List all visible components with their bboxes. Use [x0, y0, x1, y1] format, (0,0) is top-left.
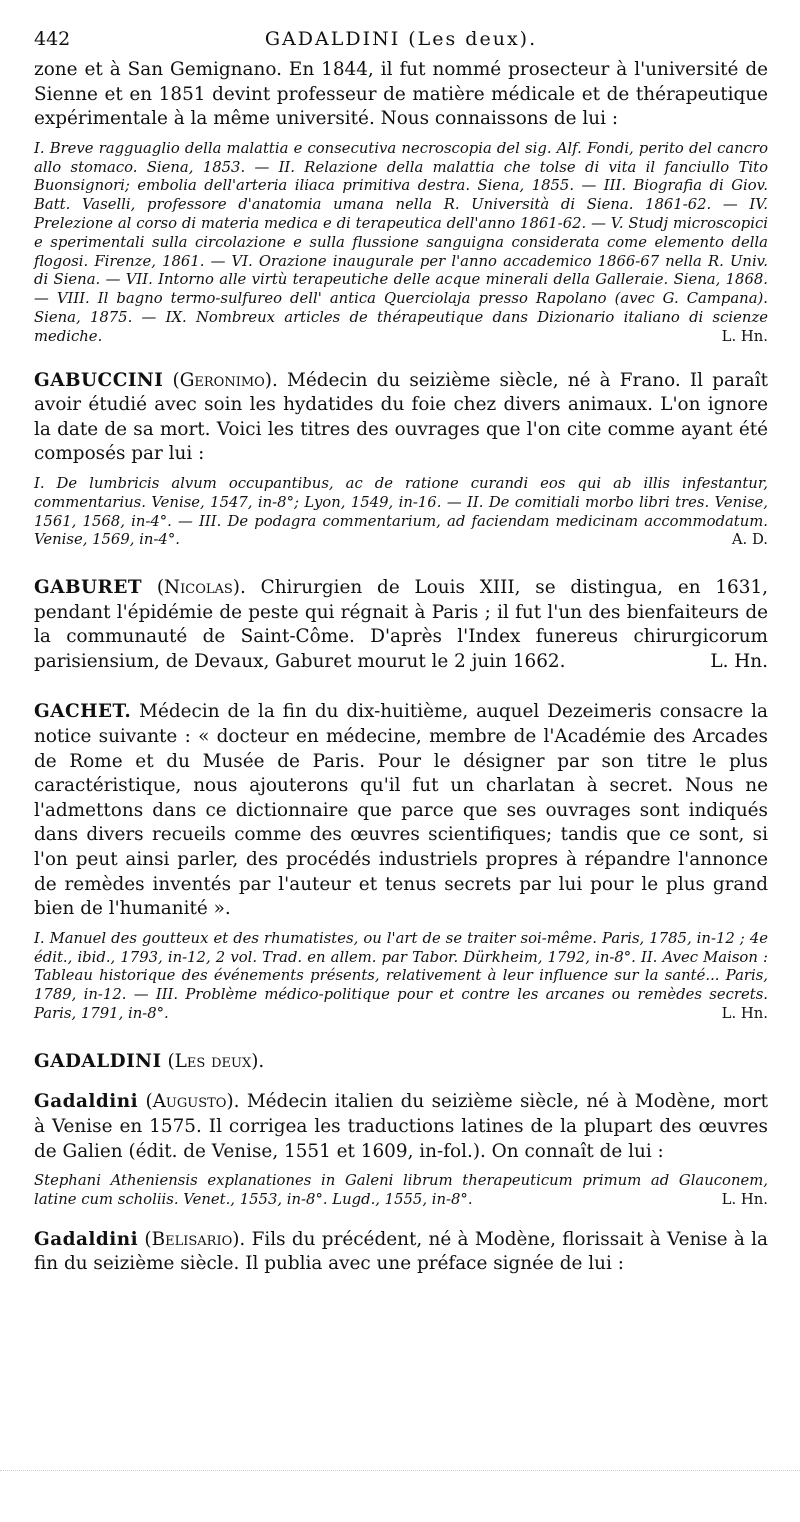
- gachet-paragraph: [34, 700, 768, 921]
- gabuccini-signature: A. D.: [731, 531, 768, 549]
- augusto-works: [34, 1172, 768, 1210]
- gaburet-paragraph: [34, 576, 768, 674]
- gadaldini-heading-rest: (Les deux).: [167, 1050, 265, 1072]
- page-bottom-edge: [0, 1470, 800, 1479]
- augusto-works-text: Stephani Atheniensis explanationes in Galeni librum therapeuticum primum ad Glauconem, latine cum scholiis. Venet., 1553, in-8°. Lugd., 1555, in-8°.: [34, 1172, 768, 1208]
- augusto-paragraph: [34, 1090, 768, 1164]
- running-title: GADALDINI (Les deux).: [264, 28, 538, 50]
- gabuccini-works-text: I. De lumbricis alvum occupantibus, ac de ratione curandi eos qui ab illis infestantur, commentarius. Venise, 1547, in-8°; Lyon, 1549, in-16. — II. De comitiali morbo libri tres. Venise, 1561, 1568, in-4°. — III. De podagra commentarium, ad faciendam medicinam accommodatum. Venise, 1569, in-4°.: [34, 474, 768, 549]
- belisario-given: (Belisario).: [144, 1228, 246, 1250]
- augusto-body: Médecin italien du seizième siècle, né à Modène, mort à Venise en 1575. Il corrigea les traductions latines de la plupart des œuvres de Galien (édit. de Venise, 1551 et 1609, in-fol.). On connaît de lui :: [34, 1091, 768, 1162]
- gaburet-body: Chirurgien de Louis XIII, se distingua, en 1631, pendant l'épidémie de peste qui régnait à Paris ; il fut l'un des bienfaiteurs de la communauté de Saint-Côme. D'après l'Index funereus chirurgicorum parisiensium, de Devaux, Gaburet mourut le 2 juin 1662.: [34, 577, 768, 672]
- gachet-signature: L. Hn.: [721, 1005, 768, 1023]
- gabuccini-paragraph: [34, 369, 768, 467]
- entry-gaburet: [34, 576, 768, 674]
- gabuccini-body: Médecin du seizième siècle, né à Frano. Il paraît avoir étudié avec soin les hydatides du foie chez divers animaux. L'on ignore la date de sa mort. Voici les titres des ouvrages que l'on cite comme ayant été composés par lui :: [34, 369, 768, 465]
- entry-gadaldini-belisario: [34, 1228, 768, 1277]
- page-number: 442: [34, 28, 71, 50]
- augusto-name: Gadaldini: [34, 1091, 139, 1113]
- intro-works-text: I. Breve ragguaglio della malattia e consecutiva necroscopia del sig. Alf. Fondi, perito del cancro allo stomaco. Siena, 1853. — II. Relazione della malattia che tolse di vita il fanciullo Tito Buonsignori; embolia dell'arteria iliaca primitiva destra. Siena, 1855. — III. Biografia di Giov. Batt. Vaselli, professore d'anatomia umana nella R. Università di Siena. 1861-62. — IV. Prelezione al corso di materia medica e di terapeutica dell'anno 1861-62. — V. Studj microscopici e sperimentali sulla circolazione e sulla flussione sanguigna considerata come elemento della flogosi. Firenze, 1861. — VI. Orazione inaugurale per l'anno accademico 1866-67 nella R. Univ. di Siena. — VII. Intorno alle virtù terapeutiche delle acque minerali della Galleraie. Siena, 1868. — VIII. Il bagno termo-sulfureo dell' antica Querciolaja presso Rapolano (avec G. Campana). Siena, 1875. — IX. Nombreux articles de thérapeutique dans Dizionario italiano di scienze mediche.: [34, 139, 768, 345]
- augusto-given: (Augusto).: [145, 1091, 240, 1113]
- belisario-paragraph: [34, 1228, 768, 1277]
- entry-gachet: [34, 700, 768, 1023]
- augusto-signature: L. Hn.: [721, 1190, 768, 1208]
- intro-signature: L. Hn.: [721, 327, 768, 345]
- intro-body: zone et à San Gemignano. En 1844, il fut nommé prosecteur à l'université de Sienne et en 1851 devint professeur de matière médicale et de thérapeutique expérimentale à la même université. Nous connaissons de lui :: [34, 59, 768, 130]
- gachet-works: [34, 930, 768, 1024]
- gachet-works-text: I. Manuel des goutteux et des rhumatistes, ou l'art de se traiter soi-même. Paris, 1785, in-12 ; 4e édit., ibid., 1793, in-12, 2 vol. Trad. en allem. par Tabor. Dürkheim, 1792, in-8°. II. Avec Maison : Tableau historique des événements présents, relativement à leur influence sur la santé... Paris, 1789, in-12. — III. Problème médico-politique pour et contre les arcanes ou remèdes secrets. Paris, 1791, in-8°.: [34, 929, 768, 1023]
- page: [34, 28, 768, 1277]
- belisario-body: Fils du précédent, né à Modène, florissait à Venise à la fin du seizième siècle. Il publia avec une préface signée de lui :: [34, 1228, 768, 1275]
- gabuccini-given: (Geronimo).: [172, 369, 278, 391]
- gadaldini-heading-name: GADALDINI: [34, 1050, 162, 1072]
- gaburet-signature: L. Hn.: [710, 650, 768, 672]
- gaburet-name: GABURET: [34, 577, 143, 599]
- gadaldini-heading: [34, 1050, 768, 1075]
- page-header: [34, 28, 768, 58]
- intro-works: [34, 140, 768, 347]
- gabuccini-works: [34, 475, 768, 550]
- gabuccini-name: GABUCCINI: [34, 369, 164, 391]
- gachet-name: GACHET.: [34, 701, 132, 723]
- gachet-body: Médecin de la fin du dix-huitième, auquel Dezeimeris consacre la notice suivante : « docteur en médecine, membre de l'Académie des Arcades de Rome et du Musée de Paris. Pour le désigner par son titre le plus caractéristique, nous ajouterons qu'il fut un charlatan à secret. Nous ne l'admettons dans ce dictionnaire que parce que ses ouvrages sont indiqués dans divers recueils comme des œuvres scientifiques; tandis que ce sont, si l'on peut ainsi parler, des procédés industriels propres à répandre l'annonce de remèdes inventés par l'auteur et tenus secrets par lui pour le plus grand bien de l'humanité ».: [34, 701, 768, 920]
- entry-gadaldini-augusto: [34, 1090, 768, 1209]
- belisario-name: Gadaldini: [34, 1228, 139, 1250]
- gaburet-given: (Nicolas).: [156, 577, 246, 599]
- entry-gadaldini: [34, 1050, 768, 1277]
- entry-gabuccini: [34, 369, 768, 551]
